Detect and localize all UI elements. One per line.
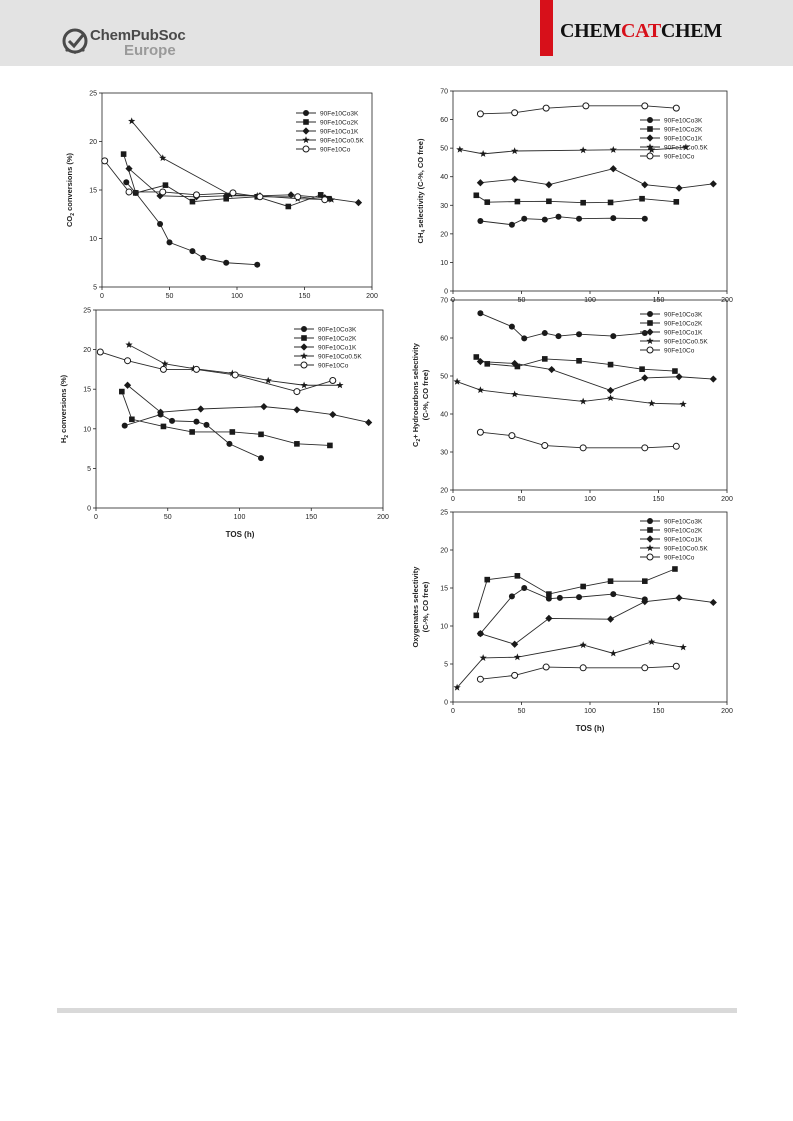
- data-point: [608, 578, 614, 584]
- data-point: [190, 199, 196, 205]
- data-point: [543, 105, 549, 111]
- legend-marker: [646, 328, 653, 335]
- data-point: [254, 262, 260, 268]
- y-tick-label: 5: [87, 465, 91, 473]
- x-tick-label: 50: [517, 708, 526, 715]
- data-point: [167, 239, 173, 245]
- series-line-90Fe10Co0.5K: [132, 121, 332, 200]
- data-point: [608, 200, 614, 206]
- data-point: [642, 665, 648, 671]
- data-point: [680, 400, 687, 407]
- journal-title-part2: CAT: [621, 20, 661, 42]
- data-point: [122, 423, 128, 429]
- data-point: [672, 566, 678, 572]
- y-tick-label: 20: [89, 139, 97, 146]
- legend-marker: [647, 347, 653, 353]
- data-point: [675, 373, 682, 380]
- legend-label: 90Fe10Co: [320, 146, 351, 154]
- data-point: [610, 215, 616, 221]
- data-point: [129, 416, 135, 422]
- legend-label: 90Fe10Co2K: [664, 126, 703, 134]
- data-point: [673, 105, 679, 111]
- y-tick-label: 60: [440, 117, 448, 125]
- journal-title-part1: CHEM: [560, 20, 622, 42]
- data-point: [515, 573, 521, 579]
- y-tick-label: 60: [440, 335, 448, 343]
- x-tick-label: 200: [721, 297, 733, 304]
- data-point: [295, 194, 301, 200]
- series-line-90Fe10Co0.5K: [457, 642, 683, 688]
- data-point: [189, 248, 195, 254]
- data-point: [555, 214, 561, 220]
- x-tick-label: 200: [377, 514, 389, 521]
- x-tick-label: 150: [652, 496, 665, 503]
- legend-marker: [646, 544, 653, 551]
- data-point: [610, 333, 616, 339]
- data-point: [710, 375, 717, 382]
- legend-label: 90Fe10Co2K: [664, 527, 703, 535]
- data-point: [583, 103, 589, 109]
- data-point: [580, 445, 586, 451]
- data-point: [477, 429, 483, 435]
- legend-marker: [300, 352, 307, 359]
- data-point: [169, 418, 175, 424]
- data-point: [477, 310, 483, 316]
- legend-marker: [301, 326, 307, 332]
- legend-marker: [303, 110, 309, 116]
- data-point: [473, 613, 479, 619]
- y-tick-label: 10: [83, 426, 91, 434]
- x-tick-label: 200: [721, 496, 733, 503]
- legend-label: 90Fe10Co0.5K: [664, 144, 708, 152]
- data-point: [294, 441, 300, 447]
- data-point: [509, 593, 515, 599]
- data-point: [675, 185, 682, 192]
- data-point: [480, 654, 487, 661]
- legend-label: 90Fe10Co: [664, 153, 695, 161]
- y-tick-label: 40: [440, 174, 448, 182]
- legend-marker: [647, 311, 653, 317]
- chart-ch4: [416, 89, 733, 305]
- figure-charts: [0, 66, 793, 766]
- data-point: [610, 650, 617, 657]
- data-point: [607, 394, 614, 401]
- data-point: [511, 147, 518, 154]
- legend-marker: [300, 343, 307, 350]
- data-point: [119, 389, 125, 395]
- data-point: [473, 192, 479, 198]
- y-tick-label: 0: [444, 288, 448, 296]
- data-point: [607, 616, 614, 623]
- data-point: [257, 194, 263, 200]
- data-point: [336, 381, 343, 388]
- y-tick-label: 0: [444, 699, 448, 707]
- x-tick-label: 50: [163, 514, 172, 521]
- data-point: [557, 595, 563, 601]
- data-point: [477, 218, 483, 224]
- data-point: [484, 199, 490, 205]
- data-point: [542, 443, 548, 449]
- data-point: [454, 378, 461, 385]
- data-point: [473, 354, 479, 360]
- legend-label: 90Fe10Co: [664, 347, 695, 355]
- y-axis-label: Oxygenates selectivity: [411, 566, 420, 648]
- series-line-90Fe10Co2K: [476, 195, 676, 202]
- legend-marker: [647, 117, 653, 123]
- y-tick-label: 15: [89, 187, 97, 195]
- legend-label: 90Fe10Co0.5K: [318, 353, 362, 361]
- data-point: [163, 182, 169, 188]
- data-point: [521, 216, 527, 222]
- legend-label: 90Fe10Co1K: [664, 536, 703, 544]
- y-tick-label: 50: [440, 145, 448, 153]
- y-tick-label: 25: [440, 509, 448, 517]
- series-line-90Fe10Co2K: [476, 357, 675, 371]
- series-line-90Fe10Co0.5K: [457, 382, 683, 404]
- data-point: [300, 381, 307, 388]
- chart-h2: [59, 308, 389, 540]
- data-point: [161, 360, 168, 367]
- y-tick-label: 5: [93, 284, 97, 292]
- legend-label: 90Fe10Co: [318, 362, 349, 370]
- data-point: [542, 356, 548, 362]
- legend-label: 90Fe10Co: [664, 554, 695, 562]
- legend-marker: [646, 535, 653, 542]
- legend-marker: [646, 134, 653, 141]
- data-point: [97, 349, 103, 355]
- data-point: [126, 189, 132, 195]
- data-point: [197, 405, 204, 412]
- y-axis-label: $CO_2$ conversions (%): [65, 152, 76, 228]
- data-point: [608, 362, 614, 368]
- data-point: [125, 341, 132, 348]
- data-point: [673, 663, 679, 669]
- x-tick-label: 100: [231, 293, 243, 300]
- data-point: [230, 190, 236, 196]
- data-point: [580, 146, 587, 153]
- data-point: [542, 330, 548, 336]
- data-point: [545, 615, 552, 622]
- data-point: [509, 433, 515, 439]
- legend-marker: [302, 127, 309, 134]
- y-tick-label: 25: [89, 90, 97, 98]
- data-point: [576, 594, 582, 600]
- legend-label: 90Fe10Co2K: [318, 335, 357, 343]
- data-point: [512, 672, 518, 678]
- data-point: [265, 377, 272, 384]
- data-point: [580, 398, 587, 405]
- data-point: [232, 372, 238, 378]
- legend-marker: [647, 126, 653, 132]
- legend-marker: [303, 119, 309, 125]
- data-point: [710, 180, 717, 187]
- data-point: [543, 664, 549, 670]
- data-point: [121, 151, 127, 157]
- data-point: [160, 366, 166, 372]
- data-point: [286, 204, 292, 210]
- data-point: [576, 216, 582, 222]
- brand-red-bar: [540, 0, 553, 56]
- data-point: [642, 578, 648, 584]
- data-point: [258, 455, 264, 461]
- data-point: [639, 196, 645, 202]
- data-point: [511, 390, 518, 397]
- legend-label: 90Fe10Co3K: [664, 311, 703, 319]
- data-point: [610, 146, 617, 153]
- legend-marker: [647, 554, 653, 560]
- data-point: [515, 199, 521, 205]
- data-point: [193, 366, 199, 372]
- y-tick-label: 70: [440, 88, 448, 96]
- data-point: [330, 377, 336, 383]
- data-point: [322, 197, 328, 203]
- x-tick-label: 50: [517, 496, 526, 503]
- series-line-90Fe10Co1K: [480, 598, 713, 644]
- x-tick-label: 100: [584, 496, 596, 503]
- x-tick-label: 100: [584, 297, 596, 304]
- data-point: [293, 406, 300, 413]
- y-tick-label: 70: [440, 297, 448, 305]
- data-point: [477, 386, 484, 393]
- legend-label: 90Fe10Co1K: [664, 135, 703, 143]
- x-tick-label: 150: [652, 297, 665, 304]
- data-point: [484, 577, 490, 583]
- y-tick-label: 10: [89, 236, 97, 243]
- data-point: [580, 584, 586, 590]
- data-point: [642, 330, 648, 336]
- journal-title: [560, 20, 722, 43]
- data-point: [260, 403, 267, 410]
- y-tick-label: 20: [440, 547, 448, 555]
- legend-label: 90Fe10Co1K: [318, 344, 357, 352]
- y-tick-label: 0: [87, 505, 91, 513]
- series-line-90Fe10Co2K: [122, 392, 330, 446]
- data-point: [542, 217, 548, 223]
- journal-title-part3: CHEM: [660, 20, 722, 42]
- legend-label: 90Fe10Co1K: [320, 128, 359, 136]
- data-point: [546, 198, 552, 204]
- data-point: [672, 368, 678, 374]
- data-point: [157, 221, 163, 227]
- data-point: [509, 222, 515, 228]
- data-point: [161, 424, 167, 430]
- data-point: [102, 158, 108, 164]
- data-point: [223, 260, 229, 266]
- data-point: [509, 324, 515, 330]
- data-point: [648, 638, 655, 645]
- y-tick-label: 20: [440, 487, 448, 495]
- legend-marker: [302, 136, 309, 143]
- y-axis-label: $CH_4$ selectivity (C-%, CO free): [416, 138, 427, 244]
- data-point: [203, 422, 209, 428]
- data-point: [160, 189, 166, 195]
- data-point: [641, 181, 648, 188]
- legend-marker: [647, 320, 653, 326]
- series-line-90Fe10Co2K: [476, 569, 675, 615]
- data-point: [641, 374, 648, 381]
- data-point: [511, 641, 518, 648]
- chempubsoc-logo-icon: [62, 28, 88, 54]
- y-tick-label: 25: [83, 307, 91, 315]
- data-point: [329, 411, 336, 418]
- y-axis-label: (C-%, CO free): [421, 581, 430, 633]
- series-line-90Fe10Co3K: [480, 313, 644, 338]
- page-header: [0, 0, 793, 66]
- y-axis-label: (C-%, CO free): [421, 369, 430, 421]
- data-point: [548, 366, 555, 373]
- data-point: [226, 441, 232, 447]
- chart-oxy: [411, 510, 733, 734]
- data-point: [642, 445, 648, 451]
- legend-label: 90Fe10Co3K: [318, 326, 357, 334]
- data-point: [477, 676, 483, 682]
- legend-marker: [647, 527, 653, 533]
- x-axis-label: TOS (h): [225, 530, 255, 539]
- x-tick-label: 0: [451, 496, 455, 503]
- data-point: [580, 200, 586, 206]
- x-axis-label: TOS (h): [575, 724, 605, 733]
- data-point: [193, 419, 199, 425]
- data-point: [258, 432, 264, 438]
- data-point: [710, 599, 717, 606]
- legend-marker: [647, 153, 653, 159]
- footer-rule: [57, 1008, 737, 1013]
- data-point: [555, 333, 561, 339]
- data-point: [365, 419, 372, 426]
- y-tick-label: 20: [440, 231, 448, 239]
- x-tick-label: 150: [652, 708, 665, 715]
- y-axis-label: $H_2$ conversions (%): [59, 374, 70, 444]
- legend-label: 90Fe10Co2K: [664, 320, 703, 328]
- data-point: [514, 653, 521, 660]
- y-tick-label: 15: [440, 585, 448, 593]
- series-line-90Fe10Co3K: [125, 415, 261, 459]
- data-point: [125, 358, 131, 364]
- legend-label: 90Fe10Co3K: [664, 117, 703, 125]
- x-tick-label: 50: [165, 293, 174, 300]
- data-point: [673, 443, 679, 449]
- data-point: [230, 429, 236, 435]
- data-point: [480, 150, 487, 157]
- data-point: [189, 429, 195, 435]
- data-point: [642, 103, 648, 109]
- chart-co2: [65, 91, 378, 301]
- data-point: [294, 389, 300, 395]
- y-tick-label: 20: [83, 347, 91, 355]
- x-tick-label: 200: [721, 708, 733, 715]
- legend-label: 90Fe10Co3K: [664, 518, 703, 526]
- y-tick-label: 10: [440, 259, 448, 267]
- data-point: [546, 591, 552, 597]
- legend-label: 90Fe10Co0.5K: [664, 338, 708, 346]
- data-point: [200, 255, 206, 261]
- data-point: [128, 117, 135, 124]
- data-point: [680, 643, 687, 650]
- x-tick-label: 50: [517, 297, 526, 304]
- data-point: [511, 176, 518, 183]
- legend-label: 90Fe10Co3K: [320, 110, 359, 118]
- series-line-90Fe10Co3K: [480, 217, 644, 225]
- data-point: [133, 190, 139, 196]
- data-point: [545, 181, 552, 188]
- x-tick-label: 100: [584, 708, 596, 715]
- y-tick-label: 30: [440, 449, 448, 457]
- x-tick-label: 0: [100, 293, 104, 300]
- data-point: [648, 400, 655, 407]
- x-tick-label: 150: [298, 293, 311, 300]
- y-tick-label: 30: [440, 202, 448, 210]
- plot-frame: [453, 300, 727, 490]
- chart-c2plus: [411, 298, 733, 504]
- data-point: [576, 358, 582, 364]
- data-point: [576, 331, 582, 337]
- y-axis-label: $C_2+$ Hydrocarbons selectivity: [411, 343, 422, 447]
- data-point: [456, 146, 463, 153]
- data-point: [521, 335, 527, 341]
- x-tick-label: 200: [366, 293, 378, 300]
- data-point: [521, 585, 527, 591]
- legend-marker: [647, 518, 653, 524]
- y-tick-label: 10: [440, 623, 448, 631]
- x-tick-label: 0: [451, 297, 455, 304]
- data-point: [477, 179, 484, 186]
- data-point: [512, 110, 518, 116]
- legend-label: 90Fe10Co2K: [320, 119, 359, 127]
- data-point: [607, 387, 614, 394]
- data-point: [610, 591, 616, 597]
- legend-marker: [301, 362, 307, 368]
- x-tick-label: 150: [305, 514, 318, 521]
- data-point: [580, 665, 586, 671]
- data-point: [610, 165, 617, 172]
- data-point: [675, 594, 682, 601]
- legend-label: 90Fe10Co1K: [664, 329, 703, 337]
- legend-label: 90Fe10Co0.5K: [320, 137, 364, 145]
- data-point: [194, 192, 200, 198]
- x-tick-label: 0: [451, 708, 455, 715]
- x-tick-label: 100: [233, 514, 246, 521]
- data-point: [580, 641, 587, 648]
- y-tick-label: 40: [440, 411, 448, 419]
- data-point: [123, 179, 129, 185]
- data-point: [674, 199, 680, 205]
- data-point: [642, 216, 648, 222]
- data-point: [327, 443, 333, 449]
- data-point: [639, 366, 645, 372]
- legend-label: 90Fe10Co0.5K: [664, 545, 708, 553]
- legend-marker: [301, 335, 307, 341]
- publisher-name: ChemPubSoc: [90, 27, 186, 44]
- publisher-region: Europe: [124, 42, 176, 59]
- legend-marker: [646, 337, 653, 344]
- series-line-90Fe10Co3K: [480, 588, 644, 634]
- y-tick-label: 50: [440, 373, 448, 381]
- y-tick-label: 5: [444, 661, 448, 669]
- data-point: [287, 191, 294, 198]
- x-tick-label: 0: [94, 514, 98, 521]
- y-tick-label: 15: [83, 386, 91, 394]
- legend-marker: [303, 146, 309, 152]
- data-point: [355, 199, 362, 206]
- data-point: [477, 111, 483, 117]
